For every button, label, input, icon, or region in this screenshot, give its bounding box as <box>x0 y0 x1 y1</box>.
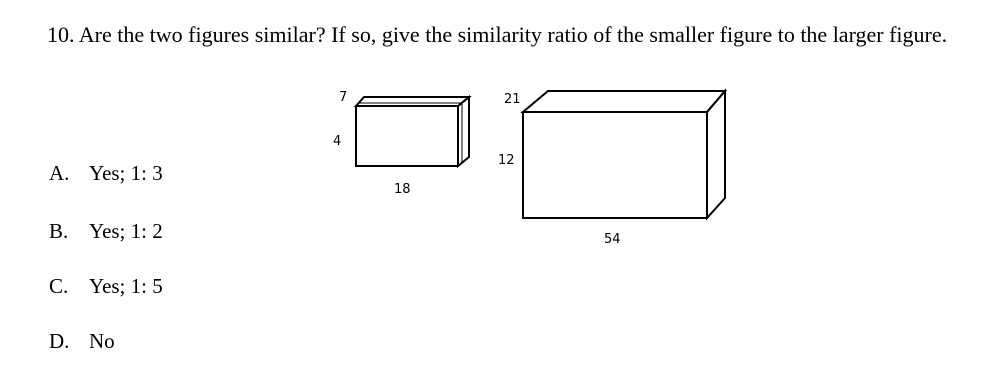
large-prism-front-face <box>523 112 707 218</box>
small-height-label: 4 <box>333 134 342 149</box>
option-c-letter: C. <box>49 274 69 298</box>
large-length-label: 54 <box>604 232 621 247</box>
option-b-text: Yes; 1: 2 <box>89 219 163 243</box>
small-rectangular-prism <box>356 97 469 166</box>
option-b[interactable] <box>49 218 163 244</box>
option-b-letter: B. <box>49 219 69 243</box>
large-depth-label: 21 <box>504 92 521 107</box>
small-prism-top-face <box>356 97 469 106</box>
option-d-letter: D. <box>49 329 70 353</box>
small-length-label: 18 <box>394 182 411 197</box>
small-prism-front-face <box>356 106 458 166</box>
option-a[interactable] <box>49 160 163 186</box>
large-prism-side-face <box>707 91 725 218</box>
question-number: 10. <box>47 22 75 47</box>
question-body: Are the two figures similar? If so, give the similarity ratio of the smaller figure to the larger figure. <box>78 22 948 47</box>
option-a-text: Yes; 1: 3 <box>89 161 163 185</box>
option-d-text: No <box>89 329 115 353</box>
large-height-label: 12 <box>498 153 515 168</box>
small-prism-side-face <box>458 97 469 166</box>
small-depth-label: 7 <box>339 90 348 105</box>
option-d[interactable] <box>49 328 115 354</box>
option-a-letter: A. <box>49 161 70 185</box>
option-c-text: Yes; 1: 5 <box>89 274 163 298</box>
large-prism-top-face <box>523 91 725 112</box>
large-rectangular-prism <box>523 91 725 218</box>
option-c[interactable] <box>49 273 163 299</box>
